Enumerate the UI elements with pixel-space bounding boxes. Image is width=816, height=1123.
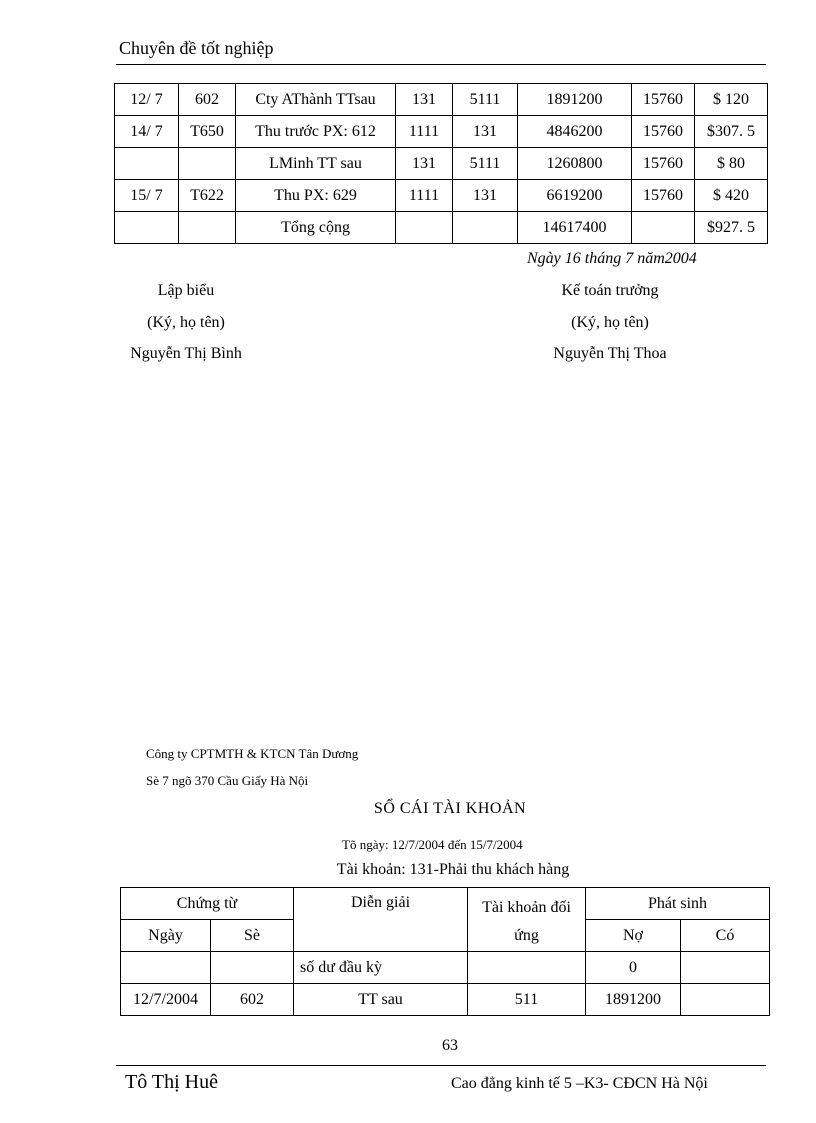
cell-rate: 15760	[632, 180, 695, 212]
cell-voucher: 602	[179, 84, 236, 116]
ledger-cell-date	[121, 952, 211, 984]
header-contra-line2: ứng	[514, 927, 539, 944]
ledger-date-range	[342, 837, 523, 853]
cell-description: LMinh TT sau	[236, 148, 396, 180]
cell-date	[115, 148, 179, 180]
cell-credit-account: 131	[453, 116, 518, 148]
signature-right-role: Kế toán trưởng	[561, 282, 659, 299]
ledger-cell-date: 12/7/2004	[121, 984, 211, 1016]
cell-voucher: T622	[179, 180, 236, 212]
cell-amount-vnd: 1891200	[518, 84, 632, 116]
cell-date: 15/ 7	[115, 180, 179, 212]
cell-credit-account: 131	[453, 180, 518, 212]
header-number: Sè	[211, 920, 294, 952]
header-contra-line1: Tài khoản đối	[482, 899, 571, 916]
table-row	[115, 148, 768, 180]
cell-debit-account: 131	[396, 84, 453, 116]
cell-amount-usd: $307. 5	[695, 116, 768, 148]
company-name: Công ty CPTMTH & KTCN Tân Dương	[146, 746, 359, 761]
header-date: Ngày	[121, 920, 211, 952]
header-contra-account	[468, 888, 586, 952]
ledger-row	[121, 984, 770, 1016]
cell-credit-account: 5111	[453, 84, 518, 116]
page-number: 63	[442, 1037, 458, 1054]
cell-description: Thu PX: 629	[236, 180, 396, 212]
header-description: Diễn giải	[294, 888, 468, 952]
ledger-cell-credit	[681, 984, 770, 1016]
cell-credit-account: 5111	[453, 148, 518, 180]
footer-author: Tô Thị Huê	[125, 1071, 218, 1093]
header-credit: Có	[681, 920, 770, 952]
ledger-row	[121, 952, 770, 984]
cell-date: 14/ 7	[115, 116, 179, 148]
ledger-table	[120, 887, 770, 1016]
total-label: Tổng cộng	[236, 212, 396, 244]
cell-empty	[115, 212, 179, 244]
cell-empty	[396, 212, 453, 244]
header-debit: Nợ	[586, 920, 681, 952]
cell-amount-vnd: 4846200	[518, 116, 632, 148]
cell-debit-account: 1111	[396, 180, 453, 212]
ledger-cell-description: số dư đầu kỳ	[294, 952, 468, 984]
signature-left-name: Nguyễn Thị Bình	[130, 345, 242, 362]
transactions-table	[114, 83, 768, 244]
cell-date: 12/ 7	[115, 84, 179, 116]
cell-amount-usd: $ 120	[695, 84, 768, 116]
cell-rate: 15760	[632, 148, 695, 180]
signature-right-note: (Ký, họ tên)	[571, 314, 649, 331]
ledger-cell-debit: 1891200	[586, 984, 681, 1016]
cell-amount-usd: $ 420	[695, 180, 768, 212]
header-voucher: Chứng từ	[121, 888, 294, 920]
total-amount-usd: $927. 5	[695, 212, 768, 244]
company-address: Sè 7 ngõ 370 Cầu Giấy Hà Nội	[146, 773, 309, 788]
header-rule	[116, 64, 766, 65]
footer-rule	[116, 1065, 766, 1066]
dates-mid: đến	[447, 837, 467, 852]
cell-debit-account: 1111	[396, 116, 453, 148]
cell-rate: 15760	[632, 84, 695, 116]
ledger-cell-number	[211, 952, 294, 984]
cell-description: Thu trước PX: 612	[236, 116, 396, 148]
date-to: 15/7/2004	[469, 837, 523, 852]
cell-empty	[453, 212, 518, 244]
ledger-cell-debit: 0	[586, 952, 681, 984]
total-amount-vnd: 14617400	[518, 212, 632, 244]
cell-voucher: T650	[179, 116, 236, 148]
cell-debit-account: 131	[396, 148, 453, 180]
cell-rate: 15760	[632, 116, 695, 148]
cell-amount-usd: $ 80	[695, 148, 768, 180]
header-amount: Phát sinh	[586, 888, 770, 920]
date-from: 12/7/2004	[391, 837, 445, 852]
ledger-title: SỔ CÁI TÀI KHOẢN	[373, 800, 527, 817]
ledger-cell-number: 602	[211, 984, 294, 1016]
signature-left-note: (Ký, họ tên)	[147, 314, 225, 331]
cell-description: Cty AThành TTsau	[236, 84, 396, 116]
header-title: Chuyên đề tốt nghiệp	[119, 38, 274, 58]
cell-voucher	[179, 148, 236, 180]
signing-date: Ngày 16 tháng 7 năm2004	[527, 250, 697, 267]
ledger-cell-contra: 511	[468, 984, 586, 1016]
signature-left-role: Lập biểu	[157, 282, 215, 299]
total-row	[115, 212, 768, 244]
footer-school: Cao đẳng kinh tế 5 –K3- CĐCN Hà Nội	[451, 1075, 708, 1092]
signature-right-name: Nguyễn Thị Thoa	[553, 345, 667, 362]
ledger-cell-contra	[468, 952, 586, 984]
ledger-cell-credit	[681, 952, 770, 984]
table-row	[115, 84, 768, 116]
cell-amount-vnd: 1260800	[518, 148, 632, 180]
ledger-cell-description: TT sau	[294, 984, 468, 1016]
table-row	[115, 116, 768, 148]
dates-prefix: Tõ ngày:	[342, 837, 389, 852]
table-row	[115, 180, 768, 212]
ledger-account: Tài khoản: 131-Phải thu khách hàng	[336, 861, 570, 878]
cell-empty	[632, 212, 695, 244]
cell-empty	[179, 212, 236, 244]
cell-amount-vnd: 6619200	[518, 180, 632, 212]
